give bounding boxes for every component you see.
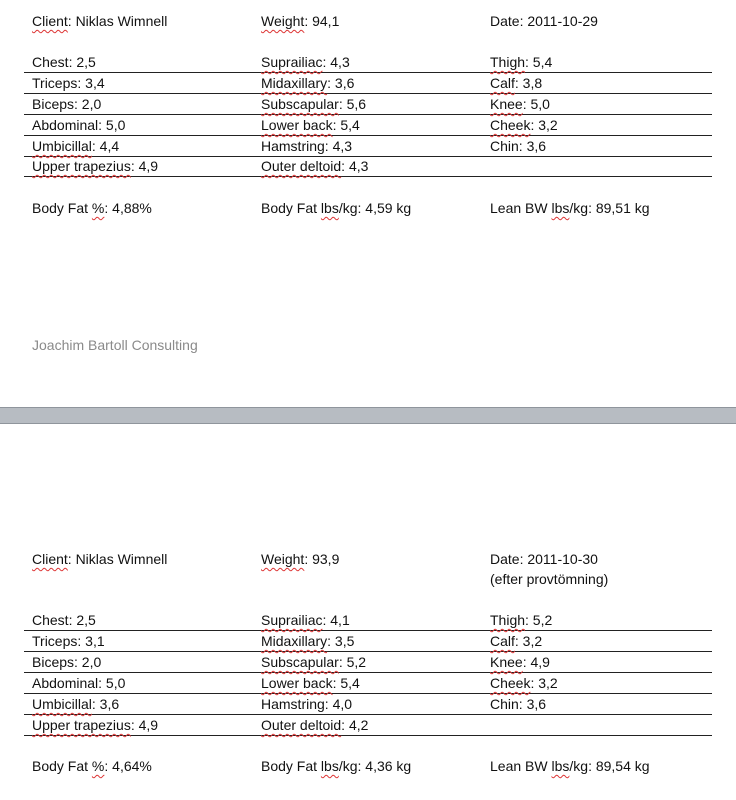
lean-body-weight: Lean BW lbs/kg: 89,54 kg [490, 758, 650, 774]
weight-field: Weight: 94,1 [261, 13, 340, 29]
measurement-cell: Knee: 5,0 [490, 96, 550, 112]
table-row [24, 694, 712, 714]
measurement-cell: Abdominal: 5,0 [32, 675, 126, 691]
measurement-cell: Subscapular: 5,2 [261, 654, 367, 670]
body-fat-weight: Body Fat lbs/kg: 4,36 kg [261, 758, 412, 774]
table-row [24, 115, 712, 135]
measurement-cell: Chest: 2,5 [32, 54, 96, 70]
table-row [24, 631, 712, 651]
measurement-cell: Abdominal: 5,0 [32, 117, 126, 133]
measurement-cell: Cheek: 3,2 [490, 675, 558, 691]
measurement-cell: Suprailiac: 4,3 [261, 54, 350, 70]
measurement-cell: Chest: 2,5 [32, 612, 96, 628]
page-footer: Joachim Bartoll Consulting [32, 337, 198, 353]
table-row [24, 673, 712, 693]
lean-body-weight: Lean BW lbs/kg: 89,51 kg [490, 200, 650, 216]
page-break [0, 407, 736, 424]
measurement-cell: Umbicillal: 4,4 [32, 138, 120, 154]
date-note-row [24, 569, 712, 589]
date-note: (efter provtömning) [490, 571, 609, 587]
table-rule [24, 735, 712, 736]
table-row [24, 610, 712, 630]
measurement-cell: Knee: 4,9 [490, 654, 550, 670]
table-row [24, 73, 712, 93]
measurement-cell: Chin: 3,6 [490, 696, 547, 712]
header-row [24, 549, 712, 569]
table-row [24, 652, 712, 672]
table-row [24, 156, 712, 176]
measurement-cell: Biceps: 2,0 [32, 654, 102, 670]
body-fat-weight: Body Fat lbs/kg: 4,59 kg [261, 200, 412, 216]
body-fat-percent: Body Fat %: 4,88% [32, 200, 152, 216]
measurement-cell: Biceps: 2,0 [32, 96, 102, 112]
measurement-cell: Calf: 3,2 [490, 633, 543, 649]
table-row [24, 52, 712, 72]
measurement-cell: Triceps: 3,1 [32, 633, 105, 649]
measurement-cell: Subscapular: 5,6 [261, 96, 367, 112]
client-field: Client: Niklas Wimnell [32, 551, 168, 567]
measurement-cell: Upper trapezius: 4,9 [32, 717, 159, 733]
weight-field: Weight: 93,9 [261, 551, 340, 567]
measurement-cell: Midaxillary: 3,5 [261, 633, 355, 649]
document-page-2 [0, 424, 736, 800]
measurement-cell: Calf: 3,8 [490, 75, 543, 91]
measurement-cell: Thigh: 5,2 [490, 612, 553, 628]
client-field: Client: Niklas Wimnell [32, 13, 168, 29]
measurement-cell: Outer deltoid: 4,2 [261, 717, 369, 733]
summary-row [24, 198, 712, 218]
measurement-cell: Hamstring: 4,3 [261, 138, 353, 154]
table-rule [24, 176, 712, 177]
measurement-cell: Midaxillary: 3,6 [261, 75, 355, 91]
date-field: Date: 2011-10-30 [490, 551, 598, 567]
table-row [24, 136, 712, 156]
measurement-cell: Suprailiac: 4,1 [261, 612, 350, 628]
summary-row [24, 756, 712, 776]
table-row [24, 94, 712, 114]
date-field: Date: 2011-10-29 [490, 13, 598, 29]
table-row [24, 715, 712, 735]
measurement-cell: Lower back: 5,4 [261, 117, 360, 133]
measurement-cell: Outer deltoid: 4,3 [261, 158, 369, 174]
measurement-cell: Triceps: 3,4 [32, 75, 105, 91]
measurement-cell: Thigh: 5,4 [490, 54, 553, 70]
measurement-cell: Lower back: 5,4 [261, 675, 360, 691]
body-fat-percent: Body Fat %: 4,64% [32, 758, 152, 774]
measurement-cell: Chin: 3,6 [490, 138, 547, 154]
measurement-cell: Umbicillal: 3,6 [32, 696, 120, 712]
measurement-cell: Upper trapezius: 4,9 [32, 158, 159, 174]
header-row [24, 11, 712, 31]
measurement-cell: Hamstring: 4,0 [261, 696, 353, 712]
measurement-cell: Cheek: 3,2 [490, 117, 558, 133]
